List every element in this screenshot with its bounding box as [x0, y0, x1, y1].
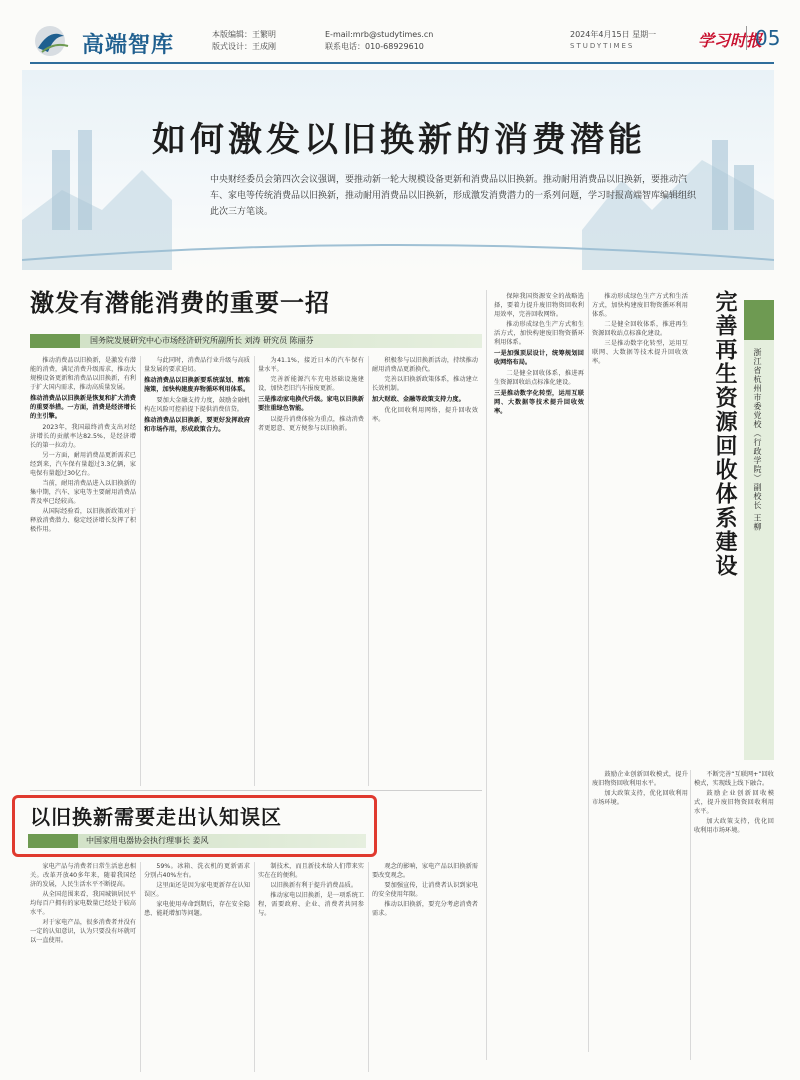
paragraph: 另一方面，耐用消费品更新需求已经到来，汽车保有量超过3.3亿辆，家电保有量超过30亿台。	[30, 452, 136, 477]
byline-stripe	[30, 334, 80, 348]
article3-byline-bar	[744, 300, 774, 760]
editor-line: 本版编辑：王繁明	[212, 30, 276, 39]
paragraph: 这里面还是因为家电更新存在认知误区。	[144, 882, 250, 898]
issue-date-text: 2024年4月15日 星期一	[570, 30, 657, 39]
paragraph: 要加强宣传，让消费者认识到家电的安全使用年限。	[372, 882, 478, 898]
article2-column-4	[372, 862, 478, 1072]
column-divider	[486, 290, 487, 1060]
paragraph: 三是推动家电换代升级。家电以旧换新要注重绿色智能。	[258, 396, 364, 412]
article1-byline-bar	[30, 334, 482, 348]
article3-column-4	[592, 770, 688, 1060]
paragraph: 家电使用寿命到期后，存在安全隐患、能耗增加等问题。	[144, 901, 250, 917]
article2-byline-bar	[28, 834, 366, 848]
article1-column-4	[372, 356, 478, 786]
byline-stripe	[744, 300, 774, 340]
feature-banner	[22, 70, 774, 270]
paragraph: 与此同时，消费品行业升级与高质量发展的要求迫切。	[144, 357, 250, 373]
banner-title: 如何激发以旧换新的消费潜能	[152, 120, 646, 160]
article1-title: 激发有潜能消费的重要一招	[30, 288, 330, 317]
editor-info	[212, 29, 276, 53]
section-title: 高端智库	[82, 32, 175, 58]
issue-date	[570, 29, 656, 50]
byline-stripe	[28, 834, 78, 848]
article1-column-3	[258, 356, 364, 786]
paragraph: 推动消费品以旧换新，是激发有潜能的消费，满足消费升级需求，推动大规模设备更新和消费品以旧换新，有利于扩大国内需求，推动高质量发展。	[30, 357, 136, 391]
paragraph: 家电产品与消费者日常生活息息相关。改革开放40多年来，随着我国经济的发展，人民生活水平不断提高。	[30, 863, 136, 888]
banner-lede: 中央财经委员会第四次会议强调，要推动新一轮大规模设备更新和消费品以旧换新。推动耐用消费品以旧换新，要推动汽车、家电等传统消费品以旧换新，推动耐用消费品以旧换新，形成激发消费潜力的一系列问题，学习时报高端智库编辑组织此次三方笔谈。	[210, 175, 697, 217]
article1-byline: 国务院发展研究中心市场经济研究所副所长 刘涛 研究员 陈丽芬	[90, 336, 314, 345]
paragraph: 三是推动数字化转型，运用互联网、大数据等技术提升回收效率。	[494, 390, 584, 415]
paragraph: 积极参与以旧换新活动，持续推动耐用消费品更新换代。	[372, 357, 478, 373]
paragraph: 二是健全回收体系，推进再生资源回收站点标准化建设。	[494, 370, 584, 386]
section-divider	[30, 790, 482, 791]
contact-info	[325, 29, 433, 53]
paragraph: 要加大金融支持力度，鼓励金融机构在风险可控前提下提供消费信贷。	[144, 397, 250, 413]
paragraph: 对于家电产品，很多消费者并没有一定的认知意识，认为只要没有坏就可以一直使用。	[30, 919, 136, 944]
article3-column-2	[592, 292, 688, 762]
article2-column-2	[144, 862, 250, 1072]
column-divider	[140, 862, 141, 1072]
banner-illustration	[22, 70, 774, 270]
article3-byline: 浙江省杭州市委党校（行政学院）副校长 王柳	[753, 348, 762, 532]
paragraph: 推动消费品以旧换新是恢复和扩大消费的重要举措。一方面，消费是经济增长的主引擎。	[30, 395, 136, 420]
paragraph: 从全国范围来看，我国城镇居民平均每百户拥有的家电数量已经处于较高水平。	[30, 891, 136, 916]
article2-byline: 中国家用电器协会执行理事长 姜风	[86, 836, 209, 845]
paragraph: 推动消费品以旧换新要系统谋划、精准施策，加快构建废弃物循环利用体系。	[144, 377, 250, 393]
paragraph: 以提升消费体验为重点，推动消费者更愿意、更方便参与以旧换新。	[258, 416, 364, 432]
paragraph: 推动形成绿色生产方式和生活方式，加快构建废旧物资循环利用体系。	[592, 293, 688, 318]
contact-phone: 联系电话：010-68929610	[325, 42, 424, 51]
paragraph: 59%。冰箱、洗衣机的更新需求分别占40%左右。	[144, 863, 250, 879]
paragraph: 优化回收利用网络，提升回收效率。	[372, 407, 478, 423]
paragraph: 为41.1%，接近日本的汽车保有量水平。	[258, 357, 364, 373]
paragraph: 保障我国资源安全的战略选择，要着力提升废旧物资回收利用效率，完善回收网络。	[494, 293, 584, 318]
column-divider	[368, 862, 369, 1072]
paragraph: 完善新能源汽车充电基础设施建设，加快老旧汽车报废更新。	[258, 376, 364, 392]
article1-column-1	[30, 356, 136, 786]
paragraph: 当前，耐用消费品进入以旧换新的集中期，汽车、家电等主要耐用消费品普及率已经较高。	[30, 480, 136, 505]
column-divider	[690, 770, 691, 1060]
article2-title: 以旧换新需要走出认知误区	[30, 805, 282, 829]
newspaper-name: 学习时报	[698, 31, 763, 50]
column-divider	[254, 862, 255, 1072]
column-divider	[140, 356, 141, 786]
paragraph: 不断完善“互联网+”回收模式，实现线上线下融合。	[694, 771, 774, 787]
paragraph: 2023年，我国最终消费支出对经济增长的贡献率达82.5%，是经济增长的第一拉动力。	[30, 424, 136, 449]
paragraph: 一是加强顶层设计，统筹规划回收网络布局。	[494, 350, 584, 366]
article3-column-1	[494, 292, 584, 762]
issue-date-en: STUDYTIMES	[570, 42, 635, 50]
article3-column-3	[694, 770, 774, 1060]
paragraph: 鼓励企业创新回收模式，提升废旧物资回收利用水平。	[694, 790, 774, 815]
paragraph: 从国际经验看，以旧换新政策对于释放消费潜力、稳定经济增长发挥了积极作用。	[30, 508, 136, 533]
think-tank-logo-icon	[30, 22, 74, 60]
column-divider	[588, 292, 589, 1052]
paragraph: 推动家电以旧换新，是一项系统工程，需要政府、企业、消费者共同参与。	[258, 892, 364, 917]
article1-column-2	[144, 356, 250, 786]
paragraph: 二是健全回收体系，推进再生资源回收站点标准化建设。	[592, 321, 688, 337]
column-divider	[368, 356, 369, 786]
paragraph: 鼓励企业创新回收模式，提升废旧物资回收利用水平。	[592, 771, 688, 787]
paragraph: 三是推动数字化转型，运用互联网、大数据等技术提升回收效率。	[592, 340, 688, 365]
column-divider	[254, 356, 255, 786]
paragraph: 加大政策支持，优化回收利用市场环境。	[592, 790, 688, 806]
paragraph: 加大政策支持，优化回收利用市场环境。	[694, 818, 774, 834]
article2-column-3	[258, 862, 364, 1072]
paragraph: 观念的影响，家电产品以旧换新需要改变观念。	[372, 863, 478, 879]
paragraph: 加大财政、金融等政策支持力度。	[372, 396, 465, 403]
paragraph: 推动形成绿色生产方式和生活方式，加快构建废旧物资循环利用体系。	[494, 321, 584, 346]
contact-email: E-mail:mrb@studytimes.cn	[325, 30, 434, 39]
page-number: 05	[746, 26, 780, 50]
designer-line: 版式设计：王成刚	[212, 42, 276, 51]
paragraph: 推动消费品以旧换新，要更好发挥政府和市场作用，形成政策合力。	[144, 417, 250, 433]
masthead	[30, 22, 781, 64]
paragraph: 完善以旧换新政策体系，推动建立长效机制。	[372, 376, 478, 392]
paragraph: 以旧换新有利于提升消费品质。	[270, 882, 358, 889]
article2-column-1	[30, 862, 136, 1072]
paragraph: 制技术，而且新技术给人们带来实实在在的便利。	[258, 863, 364, 879]
article3-title: 完善再生资源回收体系建设	[712, 290, 738, 578]
paragraph: 推动以旧换新，要充分考虑消费者需求。	[372, 901, 478, 917]
